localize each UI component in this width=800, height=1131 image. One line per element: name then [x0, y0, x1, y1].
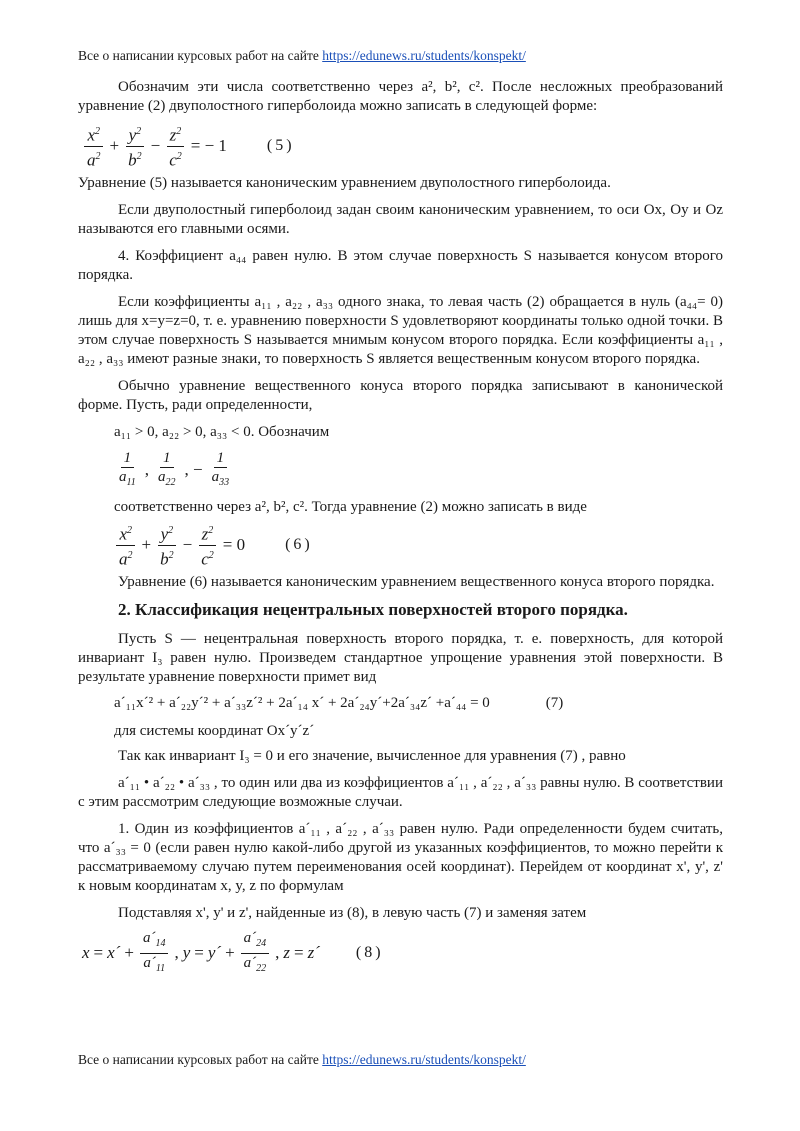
paragraph: соответственно через a², b², c². Тогда уравнение (2) можно записать в виде	[114, 499, 587, 515]
paragraph: a₁₁ > 0, a₂₂ > 0, a₃₃ < 0. Обозначим	[114, 424, 330, 440]
paragraph: Если двуполостный гиперболоид задан своим каноническим уравнением, то оси Ox, Oy и Oz называются его главными осями.	[78, 202, 723, 237]
reciprocal-coefficients	[114, 448, 723, 492]
page-footer	[78, 1052, 526, 1068]
equation-5-number: (5)	[266, 137, 295, 154]
equation-6-formula: $\frac{x^2}{a^2}$ + $\frac{y^2}{b^2}$ − $\frac{z^2}{c^2}$ = 0 (6)	[114, 521, 313, 569]
paragraph: Если коэффициенты a₁₁ , a₂₂ , a₃₃ одного знака, то левая часть (2) обращается в нуль (a₄₄= 0) лишь для x=y=z=0, т. е. уравнению поверхности S удовлетворяют координаты только одной точки. В этом случае поверхность S называется мнимым конусом второго порядка. Если коэффициенты a₁₁ , a₂₂ , a₃₃ имеют разные знаки, то поверхность S является вещественным конусом второго порядка.	[78, 294, 723, 367]
equation-7-formula: a´₁₁x´² + a´₂₂y´² + a´₃₃z´² + 2a´₁₄ x´ + 2a´₂₄y´+2a´₃₄z´ +a´₄₄ = 0	[114, 695, 490, 711]
reciprocal-coefficients-formula: $\frac{1}{a_{11}}$ , $\frac{1}{a_{22}}$ , − $\frac{1}{a_{33}}$	[119, 449, 230, 488]
header-text: Все о написании курсовых работ на сайте	[78, 48, 319, 63]
paragraph: Обозначим эти числа соответственно через a², b², c². После несложных преобразований уравнение (2) двуполостного гиперболоида можно записать в следующей форме:	[78, 79, 723, 114]
equation-5-formula: $\frac{x^2}{a^2}$ + $\frac{y^2}{b^2}$ − $\frac{z^2}{c^2}$ = − 1 (5)	[82, 122, 295, 170]
footer-text: Все о написании курсовых работ на сайте	[78, 1052, 319, 1067]
page-header	[78, 48, 526, 64]
paragraph: Подставляя x', y' и z', найденные из (8), в левую часть (7) и заменяя затем	[118, 905, 587, 921]
footer-link[interactable]: https://edunews.ru/students/konspekt/	[322, 1052, 526, 1067]
equation-5-rhs: = − 1	[190, 136, 227, 155]
header-link[interactable]: https://edunews.ru/students/konspekt/	[322, 48, 526, 63]
document-body	[78, 78, 723, 981]
paragraph: 1. Один из коэффициентов a´₁₁ , a´₂₂ , a´₃₃ равен нулю. Ради определенности будем считать, что a´₃₃ = 0 (если равен нулю какой-либо другой из указанных коэффициентов, то можно перейти к рассматриваемому случаю путем переименования осей координат). Перейдем от координат x', y', z' к новым координатам x, y, z по формулам	[78, 821, 723, 894]
paragraph: Уравнение (5) называется каноническим уравнением двуполостного гиперболоида.	[78, 175, 611, 191]
paragraph: a´₁₁ • a´₂₂ • a´₃₃ , то один или два из коэффициентов a´₁₁ , a´₂₂ , a´₃₃ равны нулю. В соответствии с этим рассмотрим следующие возможные случаи.	[78, 775, 723, 810]
equation-6-rhs: = 0	[222, 535, 246, 554]
equation-7	[114, 695, 723, 712]
equation-7-number: (7)	[545, 695, 564, 711]
section-heading: 2. Классификация нецентральных поверхностей второго порядка.	[118, 600, 628, 619]
equation-8-number: (8)	[355, 944, 384, 961]
equation-8-formula: x = x´ + $\frac{a´_{14}}{a´_{11}}$ , y = y´ + $\frac{a´_{24}}{a´_{22}}$ , z = z´ (8)	[82, 929, 384, 974]
paragraph: для системы координат Ox´y´z´	[114, 723, 315, 739]
equation-5	[82, 124, 723, 168]
paragraph: Уравнение (6) называется каноническим уравнением вещественного конуса второго порядка.	[118, 574, 715, 590]
paragraph: Обычно уравнение вещественного конуса второго порядка записывают в канонической форме. Пусть, ради определенности,	[78, 378, 723, 413]
paragraph: Пусть S — нецентральная поверхность второго порядка, т. е. поверхность, для которой инвариант I₃ равен нулю. Произведем стандартное упрощение уравнения этой поверхности. В результате уравнение поверхности примет вид	[78, 631, 723, 685]
equation-6	[114, 523, 723, 567]
paragraph: Так как инвариант I₃ = 0 и его значение, вычисленное для уравнения (7) , равно	[118, 748, 626, 764]
equation-8	[82, 931, 723, 975]
paragraph: 4. Коэффициент a₄₄ равен нулю. В этом случае поверхность S называется конусом второго порядка.	[78, 248, 723, 283]
equation-6-number: (6)	[285, 536, 313, 553]
